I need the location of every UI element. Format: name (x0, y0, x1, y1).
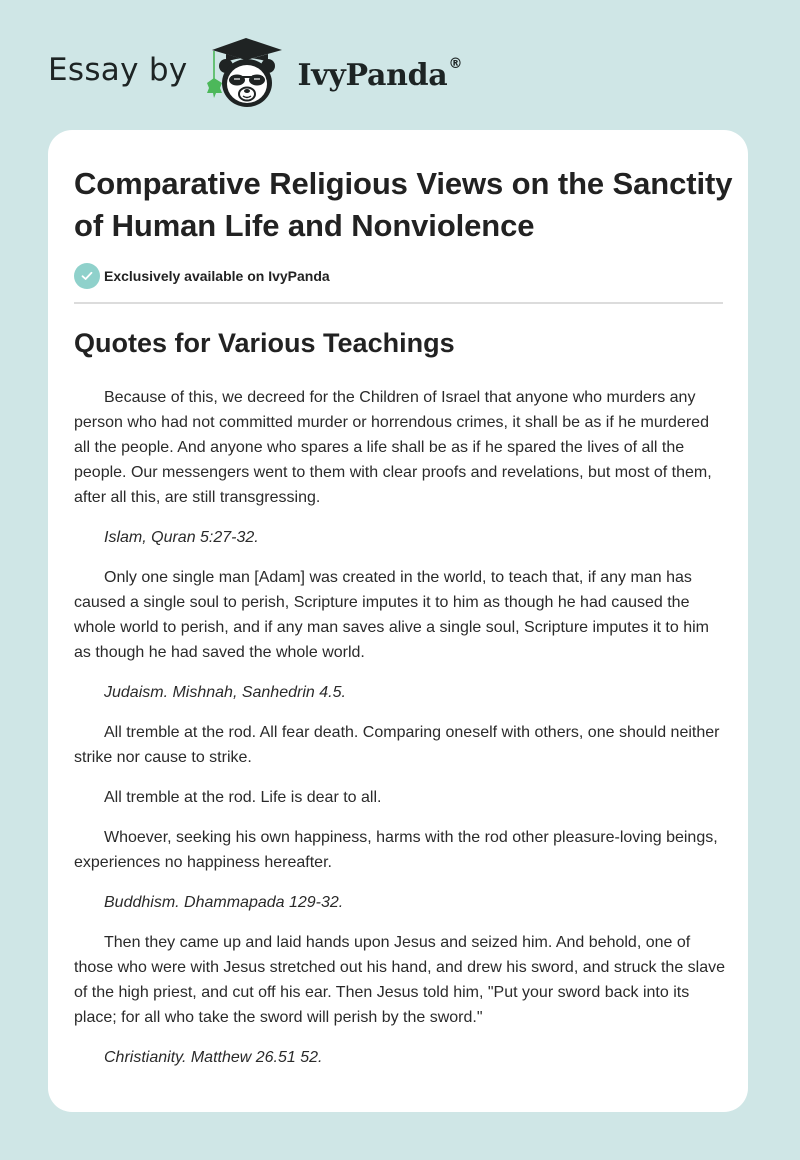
quote-paragraph: All tremble at the rod. Life is dear to all. (104, 789, 382, 806)
quote-paragraph: Then they came up and laid hands upon Jesus and seized him. And behold, one of those who were with Jesus stretched out his hand, and drew his sword, and struck the slave of the high priest, and cut off his ear. Then Jesus told him, "Put your sword back into its place; for all who take the sword will perish by the sword." (74, 934, 726, 1026)
site-header (48, 34, 462, 114)
essay-card (48, 130, 748, 1112)
essay-by-label: Essay by (48, 52, 188, 88)
quote-paragraph: All tremble at the rod. All fear death. Comparing oneself with others, one should neither strike nor cause to strike. (74, 724, 720, 766)
citation: Islam, Quran 5:27-32. (104, 529, 259, 546)
citation: Judaism. Mishnah, Sanhedrin 4.5. (104, 684, 346, 701)
divider (74, 302, 723, 304)
exclusive-badge (74, 263, 330, 289)
citation: Christianity. Matthew 26.51 52. (104, 1049, 323, 1066)
essay-body (74, 385, 726, 1085)
registered-mark: ® (448, 55, 463, 72)
quote-paragraph: Because of this, we decreed for the Children of Israel that anyone who murders any person who had not committed murder or horrendous crimes, it shall be as if he murdered all the people. And anyone who spares a life shall be as if he spared the lives of all the people. Our messengers went to them with clear proofs and revelations, but most of them, after all this, are still transgressing. (74, 389, 712, 506)
citation: Buddhism. Dhammapada 129-32. (104, 894, 344, 911)
page-title: Comparative Religious Views on the Sanctity of Human Life and Nonviolence (74, 166, 733, 243)
quote-paragraph: Whoever, seeking his own happiness, harms with the rod other pleasure-loving beings, experiences no happiness hereafter. (74, 829, 718, 871)
exclusive-label: Exclusively available on IvyPanda (104, 268, 330, 284)
section-heading: Quotes for Various Teachings (74, 328, 455, 358)
quote-paragraph: Only one single man [Adam] was created in the world, to teach that, if any man has caused a single soul to perish, Scripture imputes it to him as though he had caused the whole world to perish, and if any man saves alive a single soul, Scripture imputes it to him as though he had saved the whole world. (74, 569, 709, 661)
brand-text: IvyPanda (297, 57, 448, 93)
brand-name[interactable] (297, 55, 463, 93)
panda-graduate-logo-icon[interactable] (202, 36, 292, 112)
check-circle-icon (74, 263, 100, 289)
